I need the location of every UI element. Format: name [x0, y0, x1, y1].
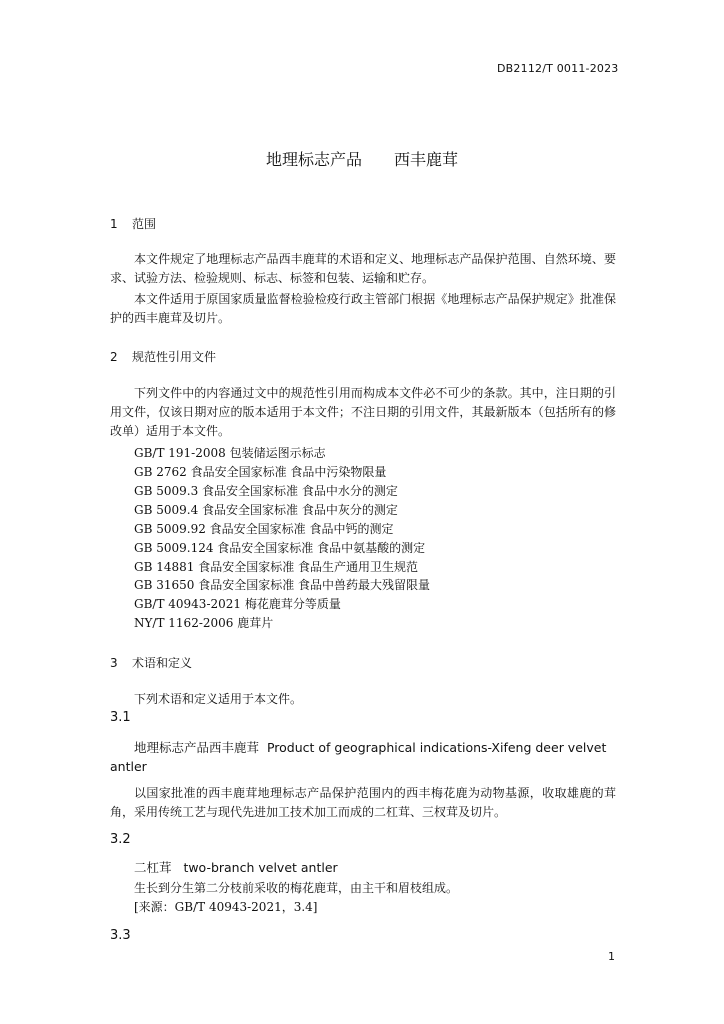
document-number: DB2112/T 0011-2023	[497, 62, 619, 75]
reference-item: GB 2762 食品安全国家标准 食品中污染物限量	[134, 465, 387, 479]
term-3-3-number: 3.3	[110, 928, 131, 943]
term-en: two-branch velvet antler	[183, 860, 338, 875]
section-3-heading	[110, 654, 192, 671]
section-number: 2	[110, 350, 118, 364]
section-2-intro: 下列文件中的内容通过文中的规范性引用而构成本文件必不可少的条款。其中，注日期的引用文件，仅该日期对应的版本适用于本文件；不注日期的引用文件，其最新版本（包括所有的修改单）适用于本文件。	[110, 386, 616, 438]
term-3-1-definition: 以国家批准的西丰鹿茸地理标志产品保护范围内的西丰梅花鹿为动物基源，收取雄鹿的茸角，采用传统工艺与现代先进加工技术加工而成的二杠茸、三杈茸及切片。	[110, 786, 616, 819]
section-1-heading	[110, 215, 156, 232]
reference-item: NY/T 1162-2006 鹿茸片	[134, 616, 274, 630]
section-1-paragraph-2: 本文件适用于原国家质量监督检验检疫行政主管部门根据《地理标志产品保护规定》批准保护的西丰鹿茸及切片。	[110, 292, 616, 325]
term-3-2-definition: 生长到分生第二分枝前采收的梅花鹿茸，由主干和眉枝组成。	[134, 881, 459, 895]
reference-item: GB 5009.92 食品安全国家标准 食品中钙的测定	[134, 522, 394, 536]
section-3-intro: 下列术语和定义适用于本文件。	[134, 692, 303, 706]
term-3-1-title	[110, 738, 616, 776]
reference-item: GB/T 191-2008 包装储运图示标志	[134, 446, 326, 460]
section-number: 3	[110, 656, 118, 670]
section-title: 范围	[132, 217, 157, 231]
reference-item: GB 5009.3 食品安全国家标准 食品中水分的测定	[134, 484, 398, 498]
section-title: 规范性引用文件	[132, 350, 217, 364]
reference-item: GB 5009.4 食品安全国家标准 食品中灰分的测定	[134, 503, 398, 517]
document-title: 地理标志产品 西丰鹿茸	[265, 150, 458, 169]
reference-item: GB 5009.124 食品安全国家标准 食品中氨基酸的测定	[134, 541, 426, 555]
page-number: 1	[608, 950, 615, 963]
reference-item: GB 31650 食品安全国家标准 食品中兽药最大残留限量	[134, 578, 431, 592]
section-2-heading	[110, 348, 216, 365]
term-en: Product of geographical indications-Xifeng deer velvet antler	[110, 740, 607, 774]
term-3-2-title	[110, 858, 616, 877]
section-1-paragraph-1: 本文件规定了地理标志产品西丰鹿茸的术语和定义、地理标志产品保护范围、自然环境、要求、试验方法、检验规则、标志、标签和包装、运输和贮存。	[110, 252, 616, 285]
section-number: 1	[110, 217, 118, 231]
term-zh: 二杠茸	[134, 860, 172, 875]
reference-item: GB/T 40943-2021 梅花鹿茸分等质量	[134, 597, 341, 611]
section-title: 术语和定义	[132, 656, 193, 670]
term-3-1-number: 3.1	[110, 710, 131, 725]
term-zh: 地理标志产品西丰鹿茸	[134, 740, 260, 755]
term-3-2-source: [来源：GB/T 40943-2021，3.4]	[134, 900, 318, 914]
reference-item: GB 14881 食品安全国家标准 食品生产通用卫生规范	[134, 560, 419, 574]
term-3-2-number: 3.2	[110, 832, 131, 847]
